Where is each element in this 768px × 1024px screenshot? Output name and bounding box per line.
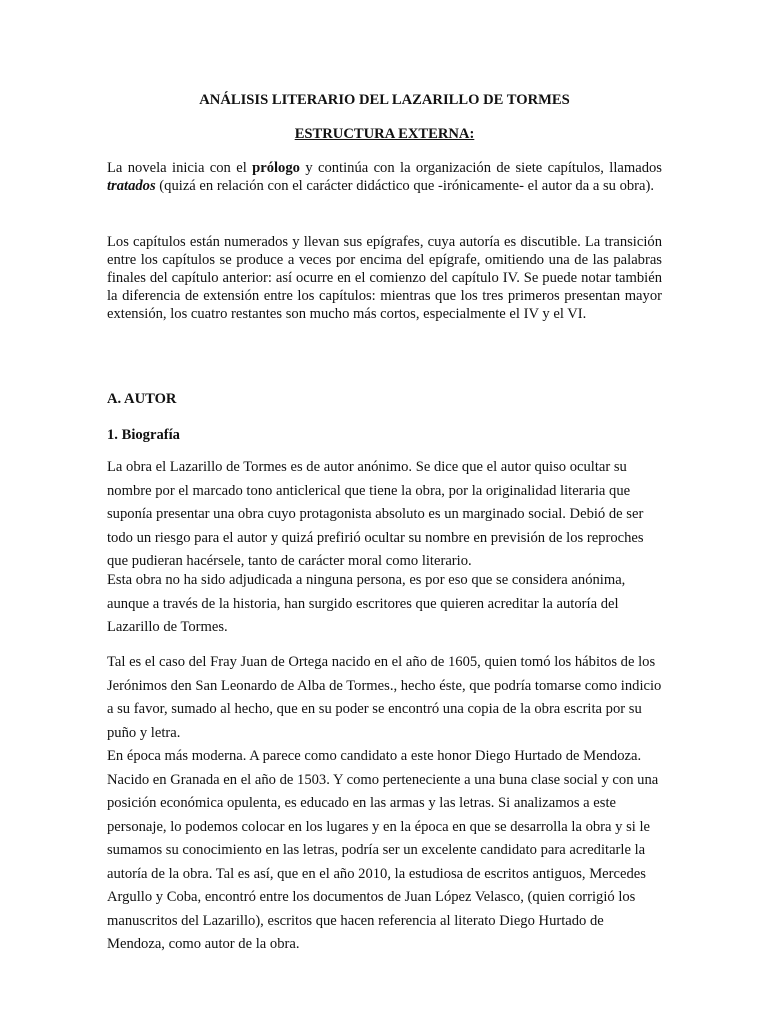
section-heading-autor: A. AUTOR: [107, 391, 177, 407]
paragraph-capitulos: Los capítulos están numerados y llevan sus epígrafes, cuya autoría es discutible. La transición entre los capítulos se produce a veces por encima del epígrafe, omitiendo una de las palabras finales del capítulo anterior: así ocurre en el comienzo del capítulo IV. Se puede notar también la diferencia de extensión entre los capítulos: mientras que los tres primeros presentan mayor extensión, los cuatro restantes son mucho más cortos, especialmente el IV y el VI.: [107, 234, 662, 322]
bold-italic-term-tratados: tratados: [107, 178, 156, 194]
text-run: y continúa con la organización de siete capítulos, llamados: [299, 160, 662, 176]
document-title: ANÁLISIS LITERARIO DEL LAZARILLO DE TORMES: [199, 92, 570, 108]
text-run: (quizá en relación con el carácter didáctico que -irónicamente- el autor da a su obra).: [155, 178, 655, 194]
paragraph-autor-anonimo: La obra el Lazarillo de Tormes es de autor anónimo. Se dice que el autor quiso ocultar su nombre por el marcado tono anticlerical que tiene la obra, por la originalidad literaria que suponía presentar una obra cuyo protagonista absoluto es un marginado social. Debió de ser todo un riesgo para el autor y quizá prefirió ocultar su nombre en previsión de los reproches que pudieran hacérsele, tanto de carácter moral como literario.: [107, 459, 644, 569]
paragraphs-candidatos: [107, 651, 662, 957]
bold-term-prologo: prólogo: [252, 160, 300, 176]
section-heading-estructura: ESTRUCTURA EXTERNA:: [294, 126, 475, 142]
paragraph-hurtado-de-mendoza: En época más moderna. A parece como candidato a este honor Diego Hurtado de Mendoza. Nacido en Granada en el año de 1503. Y como perteneciente a una buna clase social y con una posición económica opulenta, es educado en las armas y las letras. Si analizamos a este personaje, lo podemos colocar en los lugares y en la época en que se desarrolla la obra y si le sumamos su conocimiento en las letras, podría ser un excelente candidato para acreditarle la autoría de la obra. Tal es así, que en el año 2010, la estudiosa de escritos antiguos, Mercedes Argullo y Coba, encontró entre los documentos de Juan López Velasco, (quien corrigió los manuscritos del Lazarillo), escritos que hacen referencia al literato Diego Hurtado de Mendoza, como autor de la obra.: [107, 748, 659, 952]
paragraph-no-adjudicada: Esta obra no ha sido adjudicada a ninguna persona, es por eso que se considera anónima, aunque a través de la historia, han surgido escritores que quieren acreditar la autoría del Lazarillo de Tormes.: [107, 572, 626, 635]
paragraph-estructura-intro: [107, 159, 662, 195]
text-run: La novela inicia con el: [107, 160, 253, 176]
paragraph-juan-de-ortega: Tal es el caso del Fray Juan de Ortega nacido en el año de 1605, quien tomó los hábitos de los Jerónimos den San Leonardo de Alba de Tormes., hecho éste, que podría tomarse como indicio a su favor, sumado al hecho, que en su poder se encontró una copia de la obra escrita por su puño y letra.: [107, 654, 662, 741]
subsection-heading-biografia: 1. Biografía: [107, 427, 180, 443]
